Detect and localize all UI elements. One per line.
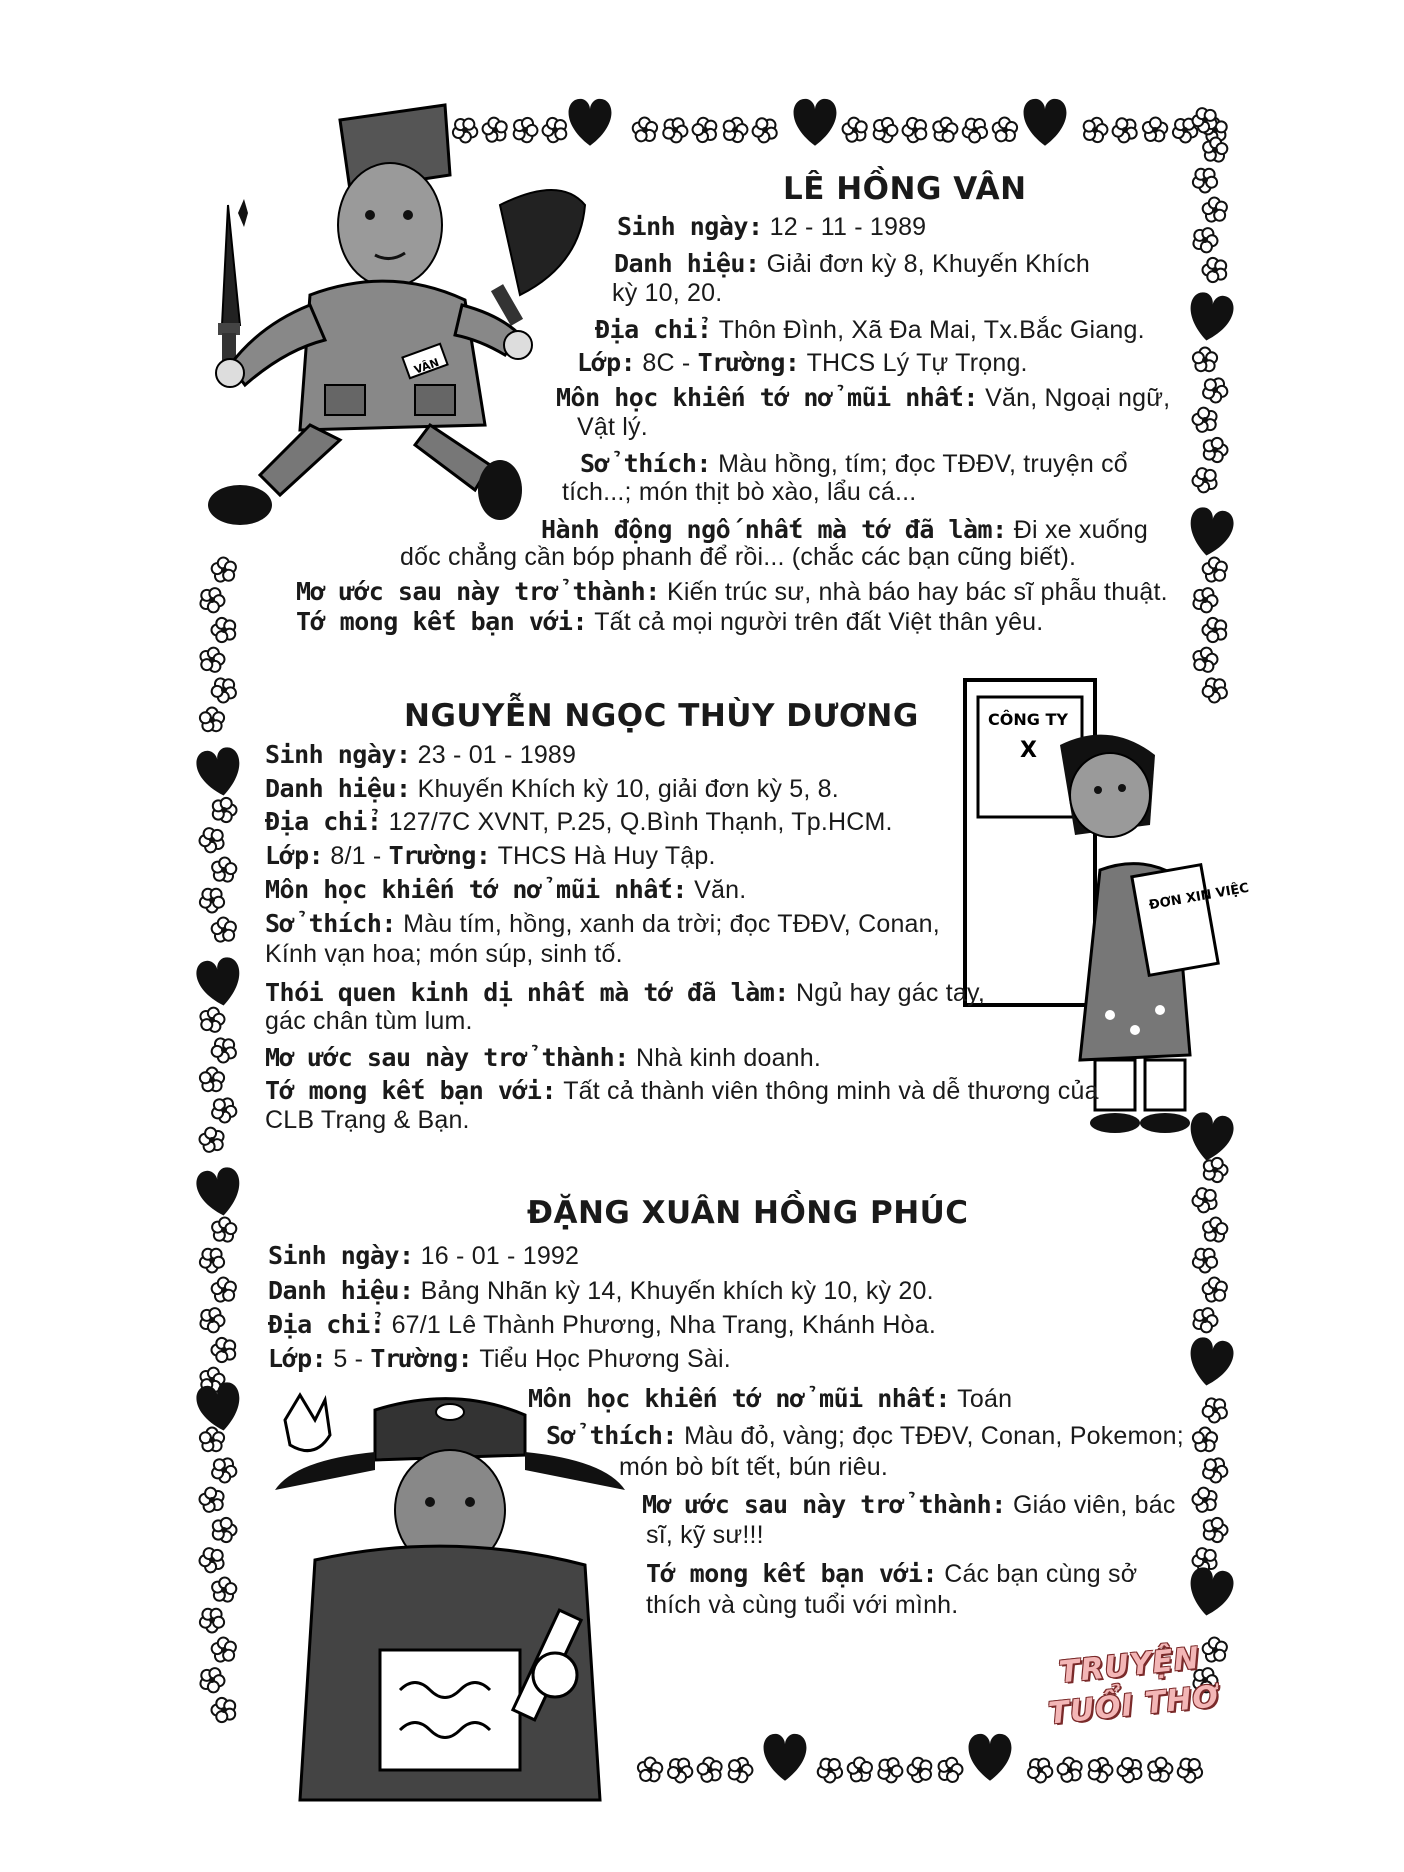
birth-label: Sinh ngày: [265, 740, 411, 769]
flower-icon [200, 1068, 224, 1092]
flower-icon [870, 116, 900, 145]
flower-icon [1193, 1249, 1217, 1273]
flower-icon [207, 914, 240, 947]
dream-value: Giáo viên, bác [1012, 1491, 1176, 1519]
profile-name: LÊ HỒNG VÂN [783, 171, 1027, 207]
hobby-value: Màu tím, hồng, xanh da trời; đọc TĐĐV, Conan, [403, 910, 940, 938]
address-line [265, 804, 893, 840]
school-value: Tiểu Học Phương Sài. [479, 1345, 731, 1373]
flower-icon [1198, 194, 1231, 227]
hobby-line [546, 1418, 1184, 1454]
flower-icon [1203, 618, 1227, 642]
flower-icon [213, 1518, 237, 1542]
flower-icon [876, 1757, 904, 1785]
class-label: Lớp: [268, 1344, 327, 1373]
flower-icon [1188, 643, 1221, 676]
flower-icon [196, 1483, 229, 1516]
heart-icon [1024, 99, 1067, 146]
flower-icon [1199, 373, 1232, 406]
flower-icon [208, 1214, 241, 1247]
flower-icon [1147, 1756, 1175, 1784]
subject-label: Môn học khiến tớ nở mũi nhất: [265, 875, 687, 904]
hobby-label: Sở thích: [546, 1421, 677, 1450]
heart-icon [194, 1380, 244, 1434]
class-value: 8/1 [330, 842, 366, 870]
flower-icon [844, 1754, 878, 1788]
subject-label: Môn học khiến tớ nở mũi nhất: [528, 1384, 950, 1413]
address-label: Địa chỉ: [268, 1310, 385, 1339]
birth-value: 23 - 01 - 1989 [417, 741, 577, 769]
subject-line [265, 872, 746, 908]
flower-icon [207, 1274, 240, 1307]
class-line: Lớp: 8C - Trường: THCS Lý Tự Trọng. [577, 348, 1028, 377]
flower-icon [208, 854, 241, 887]
title-label: Danh hiệu: [614, 249, 760, 278]
flower-icon [1188, 584, 1221, 617]
friend-label: Tớ mong kết bạn với: [296, 607, 588, 636]
address-line [595, 312, 1145, 348]
class-label: Lớp: [577, 348, 636, 377]
flower-icon [1198, 1393, 1231, 1426]
silly-label: Hành động ngố nhất mà tớ đã làm: [541, 515, 1007, 544]
flower-icon [1056, 1756, 1084, 1784]
friend-value: Tất cả mọi người trên đất Việt thân yêu. [594, 608, 1044, 636]
flower-icon [1189, 1483, 1222, 1516]
dream-label: Mơ ước sau này trở thành: [296, 577, 660, 606]
dream-continued: sĩ, kỹ sư!!! [646, 1521, 764, 1549]
flower-icon [1199, 1453, 1232, 1486]
friend-line [646, 1556, 1137, 1592]
flower-icon [696, 1756, 724, 1784]
flower-icon [1193, 348, 1217, 372]
hobby-label: Sở thích: [265, 909, 396, 938]
class-value: 5 [333, 1345, 348, 1373]
flower-icon [1188, 1304, 1221, 1337]
dream-label: Mơ ước sau này trở thành: [265, 1043, 629, 1072]
school-label: Trường: [370, 1344, 473, 1373]
profile-name: NGUYỄN NGỌC THÙY DƯƠNG [404, 698, 919, 734]
school-value: THCS Lý Tự Trọng. [806, 349, 1028, 377]
title-value: Bảng Nhãn kỳ 14, Khuyến khích kỳ 10, kỳ 20. [420, 1277, 934, 1305]
hobby-continued: món bò bít tết, bún riêu. [619, 1453, 889, 1481]
flower-icon [200, 889, 224, 913]
habit-continued: gác chân tùm lum. [265, 1007, 473, 1035]
flower-icon [1189, 1184, 1222, 1217]
flower-icon [195, 1664, 228, 1697]
flower-icon [720, 115, 750, 144]
flower-icon [207, 1634, 240, 1667]
heart-icon [764, 1734, 807, 1781]
flower-icon [195, 1304, 228, 1337]
title-value: Giải đơn kỳ 8, Khuyến Khích [766, 250, 1091, 278]
flower-icon [212, 1338, 236, 1362]
friend-value: Tất cả thành viên thông minh và dễ thương của [563, 1077, 1099, 1105]
dream-value: Kiến trúc sư, nhà báo hay bác sĩ phẫu thuật. [666, 578, 1168, 606]
flower-icon [815, 1755, 846, 1786]
flower-icon [1189, 403, 1222, 436]
friend-label: Tớ mong kết bạn với: [265, 1076, 557, 1105]
subject-continued: Vật lý. [577, 413, 648, 441]
title-line [265, 771, 839, 807]
logo-line-2: TUỔI THƠ [1046, 1679, 1221, 1732]
hobby-continued: Kính vạn hoa; món súp, sinh tố. [265, 940, 623, 968]
address-value: Thôn Đình, Xã Đa Mai, Tx.Bắc Giang. [718, 316, 1145, 344]
address-label: Địa chỉ: [595, 315, 712, 344]
badge-text: VÂN [412, 355, 441, 377]
flower-icon [196, 1123, 229, 1156]
flower-icon [1141, 115, 1170, 145]
address-value: 127/7C XVNT, P.25, Q.Bình Thạnh, Tp.HCM. [388, 808, 893, 836]
friend-continued: CLB Trạng & Bạn. [265, 1106, 470, 1134]
flower-icon [1204, 1158, 1228, 1182]
flower-icon [900, 116, 930, 145]
birth-label: Sinh ngày: [617, 212, 763, 241]
subject-value: Văn, Ngoại ngữ, [985, 384, 1171, 412]
heart-icon [969, 1734, 1012, 1781]
silly-value: Đi xe xuống [1013, 516, 1149, 544]
flower-icon [208, 1093, 241, 1126]
dream-value: Nhà kinh doanh. [635, 1044, 822, 1072]
flower-icon [990, 115, 1019, 145]
birth-line [617, 209, 926, 245]
profile-name: ĐẶNG XUÂN HỒNG PHÚC [527, 1195, 969, 1231]
subject-value: Toán [957, 1385, 1013, 1413]
subject-value: Văn. [694, 876, 747, 904]
flower-icon [904, 1755, 935, 1786]
title-label: Danh hiệu: [268, 1276, 414, 1305]
flower-icon [212, 618, 236, 642]
title-value: Khuyến Khích kỳ 10, giải đơn kỳ 5, 8. [417, 775, 839, 803]
dream-label: Mơ ước sau này trở thành: [642, 1490, 1006, 1519]
flower-icon [1193, 1428, 1217, 1452]
logo-line-1: TRUYỆN [1057, 1640, 1202, 1691]
heart-icon [1185, 1335, 1235, 1389]
flower-icon [213, 798, 237, 822]
hobby-value: Màu đỏ, vàng; đọc TĐĐV, Conan, Pokemon; [684, 1422, 1184, 1450]
flower-icon [663, 1753, 697, 1787]
hobby-continued: tích...; món thịt bò xào, lẩu cá... [562, 478, 917, 506]
flower-icon [1080, 115, 1110, 144]
birth-label: Sinh ngày: [268, 1241, 414, 1270]
birth-line [268, 1238, 579, 1274]
flower-icon [690, 115, 720, 144]
hobby-value: Màu hồng, tím; đọc TĐĐV, truyện cổ [718, 450, 1128, 478]
flower-icon [1023, 1753, 1057, 1787]
friend-value: Các bạn cùng sở [944, 1560, 1138, 1588]
friend-label: Tớ mong kết bạn với: [646, 1559, 938, 1588]
address-line [268, 1307, 936, 1343]
silly-continued: dốc chẳng cần bóp phanh để rồi... (chắc các bạn cũng biết). [400, 543, 1077, 571]
flower-icon [1204, 438, 1228, 462]
subject-line [528, 1381, 1012, 1417]
flower-icon [208, 1574, 241, 1607]
address-value: 67/1 Lê Thành Phương, Nha Trang, Khánh Hòa. [391, 1311, 936, 1339]
flower-icon [1203, 258, 1227, 282]
flower-icon [658, 113, 692, 147]
class-line: Lớp: 8/1 - Trường: THCS Hà Huy Tập. [265, 841, 716, 870]
flower-icon [1199, 1214, 1232, 1247]
title-continued: kỳ 10, 20. [612, 279, 723, 307]
title-line [268, 1273, 934, 1309]
school-label: Trường: [697, 348, 800, 377]
habit-value: Ngủ hay gác tay, [796, 979, 985, 1007]
heart-icon [1185, 1565, 1235, 1619]
flower-icon [195, 643, 228, 676]
flower-icon [630, 115, 659, 145]
door-sign-text: CÔNG TY [988, 710, 1068, 729]
flower-icon [960, 115, 989, 145]
flower-icon [200, 1609, 224, 1633]
flower-icon [212, 1698, 236, 1722]
paper-text: ĐƠN XIN VIỆC [1147, 880, 1251, 914]
birth-line [265, 737, 576, 773]
heart-icon [1185, 290, 1235, 344]
heart-icon [194, 955, 244, 1009]
class-line: Lớp: 5 - Trường: Tiểu Học Phương Sài. [268, 1344, 731, 1373]
flower-icon [1198, 1274, 1231, 1307]
flower-icon [195, 1003, 228, 1036]
birth-value: 16 - 01 - 1992 [420, 1242, 580, 1270]
flower-icon [1204, 1518, 1228, 1542]
flower-icon [1109, 113, 1143, 147]
flower-icon [839, 114, 873, 148]
friend-continued: thích và cùng tuổi với mình. [646, 1591, 959, 1619]
flower-icon [208, 1453, 241, 1486]
school-label: Trường: [388, 841, 491, 870]
flower-icon [928, 114, 962, 148]
flower-icon [200, 1249, 224, 1273]
flower-icon [196, 824, 229, 857]
address-label: Địa chỉ: [265, 807, 382, 836]
flower-icon [200, 708, 224, 732]
school-value: THCS Hà Huy Tập. [497, 842, 716, 870]
truyen-tuoi-tho-logo [1038, 1635, 1226, 1743]
friend-line [296, 604, 1043, 640]
heart-icon [1185, 505, 1235, 559]
title-label: Danh hiệu: [265, 774, 411, 803]
flower-icon [200, 1428, 224, 1452]
flower-icon [1175, 1755, 1206, 1786]
flower-icon [196, 1544, 229, 1577]
flower-icon [1198, 554, 1231, 587]
heart-icon [194, 745, 244, 799]
heart-icon [794, 99, 837, 146]
hobby-label: Sở thích: [580, 449, 711, 478]
flower-icon [1189, 464, 1222, 497]
cartoon-girl-chef [200, 95, 600, 565]
flower-icon [1085, 1754, 1116, 1785]
subject-line [556, 380, 1170, 416]
door-x-mark: X [1020, 738, 1037, 763]
flower-icon [1114, 1753, 1148, 1787]
flower-icon [1193, 169, 1217, 193]
birth-value: 12 - 11 - 1989 [769, 213, 927, 241]
dream-line [265, 1040, 821, 1076]
flower-icon [207, 1033, 240, 1066]
heart-icon [194, 1165, 244, 1219]
class-value: 8C [642, 349, 675, 377]
subject-label: Môn học khiến tớ nở mũi nhất: [556, 383, 978, 412]
flower-icon [1188, 224, 1221, 257]
habit-label: Thói quen kinh dị nhất mà tớ đã làm: [265, 978, 789, 1007]
flower-icon [725, 1754, 756, 1785]
class-label: Lớp: [265, 841, 324, 870]
flower-icon [207, 673, 240, 706]
flower-icon [195, 584, 228, 617]
flower-icon [1199, 134, 1232, 167]
flower-icon [749, 113, 783, 147]
flower-icon [933, 1754, 967, 1788]
